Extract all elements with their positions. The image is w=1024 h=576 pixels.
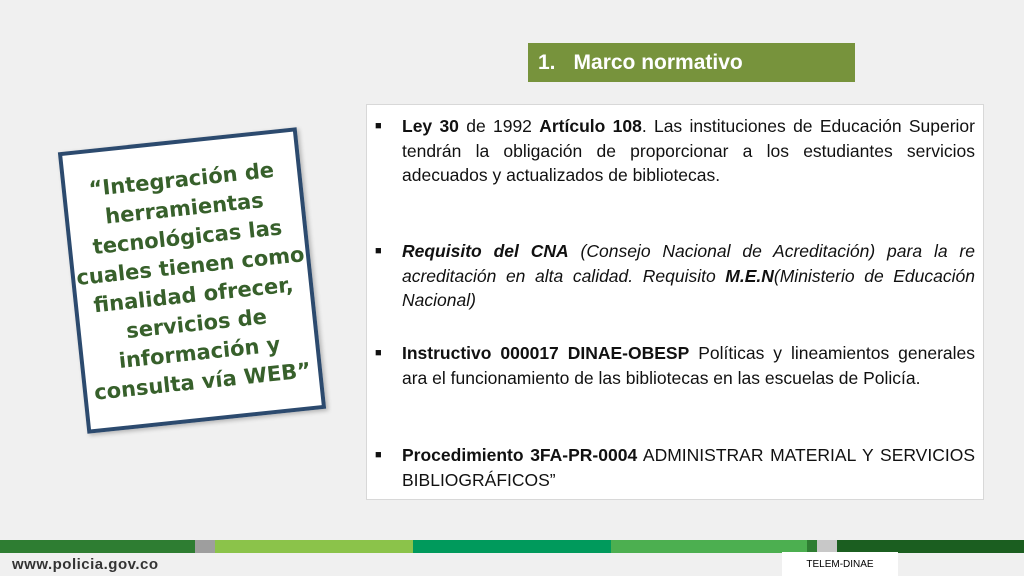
bullet-text: Requisito del CNA (Consejo Nacional de Acreditación) para la re acreditación en alta calidad. Requisito M.E.N(Ministerio de Educación Nacional) (402, 241, 975, 310)
bullet-item (375, 239, 975, 313)
bullet-item (375, 114, 975, 188)
bullet-text: Ley 30 de 1992 Artículo 108. Las instituciones de Educación Superior tendrán la obligación de proporcionar a los estudiantes servicios adecuados y actualizados de bibliotecas. (402, 116, 975, 185)
bullet-item (375, 443, 975, 492)
section-title (528, 43, 855, 82)
bullet-square-icon: ■ (375, 449, 382, 461)
content-panel (366, 104, 984, 500)
footer-tag: TELEM-DINAE (782, 552, 898, 576)
footer-url: www.policia.gov.co (12, 556, 159, 573)
section-title-text: Marco normativo (573, 50, 743, 74)
quote-text: “Integración de herramientas tecnológicas las cuales tienen como finalidad ofrecer, servicios de información y consulta vía WEB” (75, 157, 313, 405)
bullet-item (375, 341, 975, 390)
bullet-square-icon: ■ (375, 245, 382, 257)
bullet-text: Procedimiento 3FA-PR-0004 ADMINISTRAR MATERIAL Y SERVICIOS BIBLIOGRÁFICOS” (402, 445, 976, 490)
bullet-square-icon: ■ (375, 120, 382, 132)
bullet-square-icon: ■ (375, 347, 382, 359)
section-number: 1. (538, 50, 556, 74)
bullet-text: Instructivo 000017 DINAE-OBESP Políticas y lineamientos generales ara el funcionamiento de las bibliotecas en las escuelas de Policía. (402, 343, 975, 388)
